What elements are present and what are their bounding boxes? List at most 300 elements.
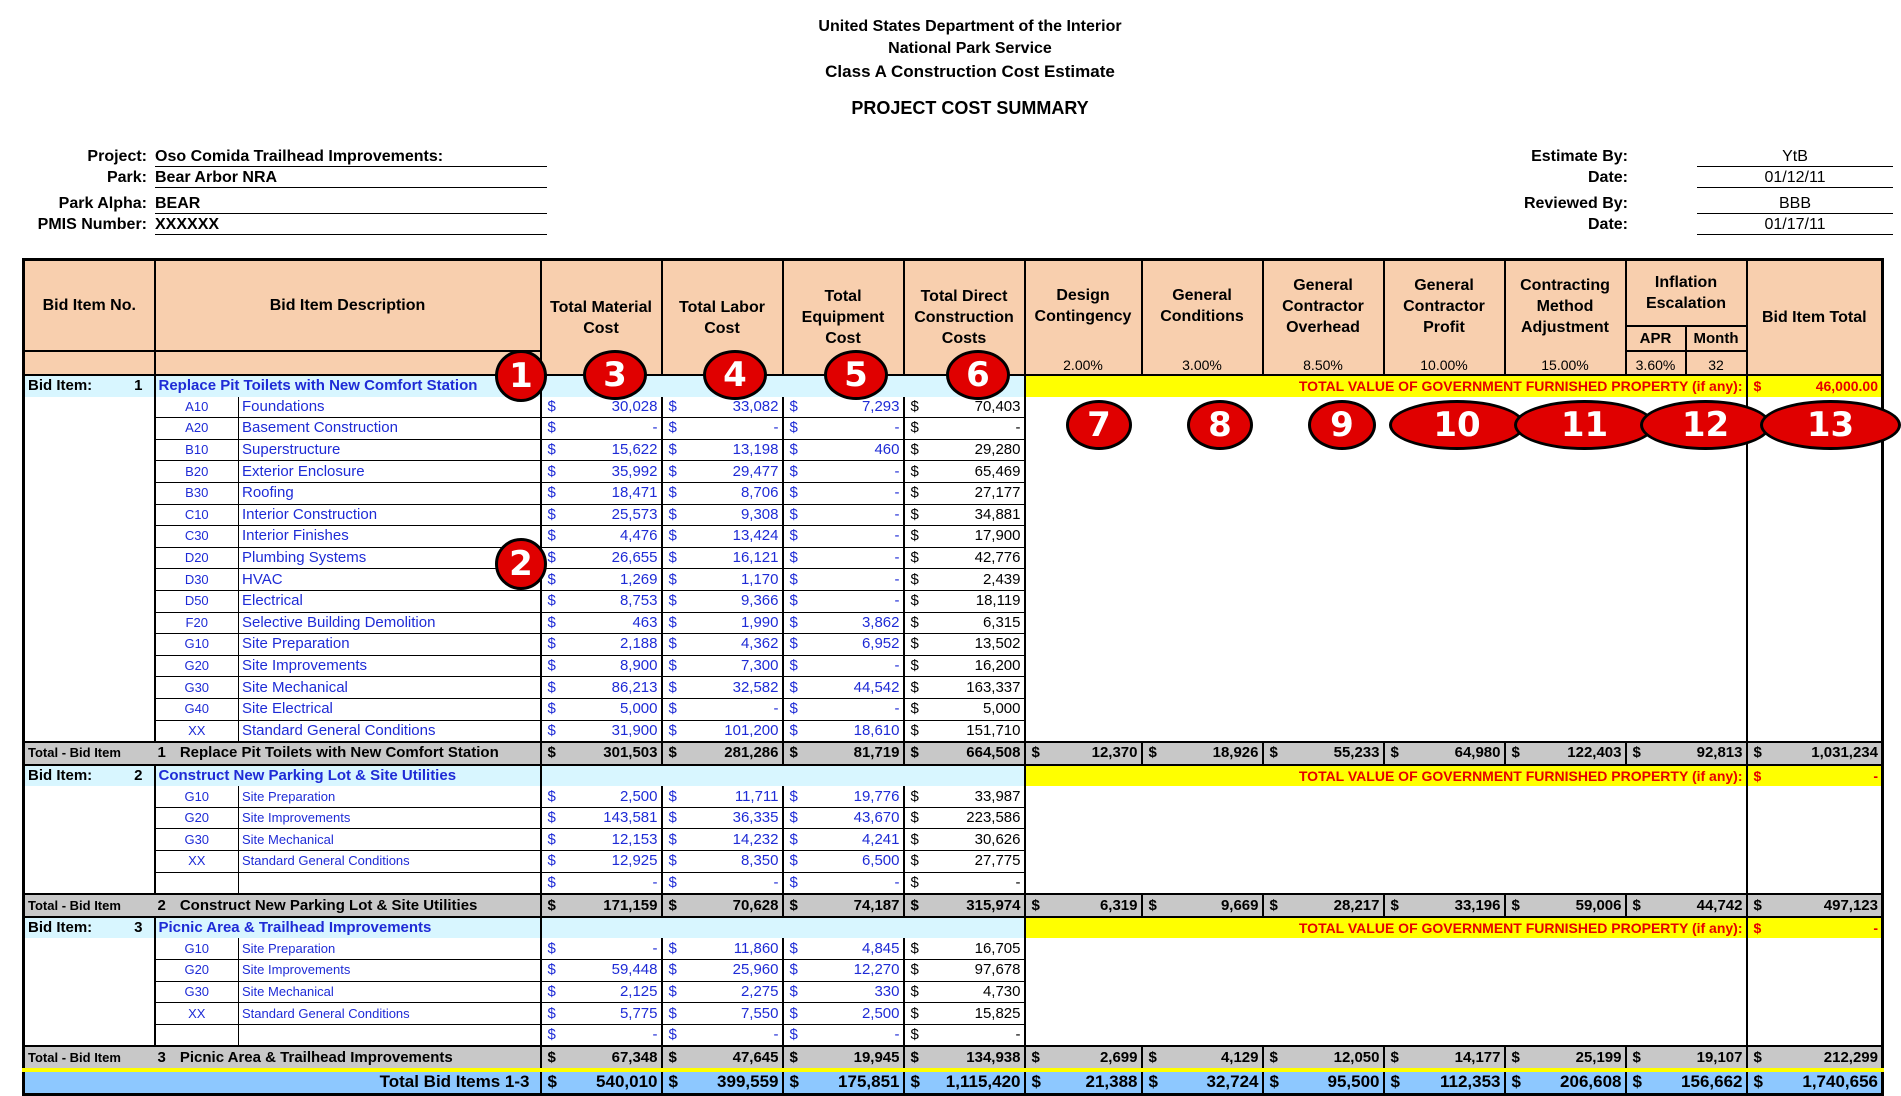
- currency-symbol: $: [547, 549, 556, 567]
- grand-total-row: [24, 1070, 1883, 1094]
- row-spacer: [24, 807, 155, 829]
- equipment-cost-value: -: [894, 700, 900, 718]
- row-spacer: [24, 851, 155, 873]
- total-eq: [783, 742, 904, 765]
- total-design: [1025, 742, 1142, 765]
- currency-symbol: $: [1269, 744, 1278, 762]
- row-spacer: [24, 981, 155, 1003]
- row-spacer: [24, 504, 155, 526]
- currency-symbol: $: [668, 419, 677, 437]
- material-cost: [541, 938, 662, 959]
- currency-symbol: $: [910, 419, 919, 437]
- equipment-cost-value: 19,776: [853, 787, 900, 805]
- direct-cost: [904, 981, 1025, 1003]
- total-bid-item: [1747, 742, 1883, 765]
- total-cm: [1505, 1046, 1626, 1070]
- equipment-cost-value: 6,500: [861, 852, 900, 870]
- equipment-cost-value: 460: [874, 441, 900, 459]
- equipment-cost-value: -: [894, 657, 900, 675]
- gfp-value: [1747, 917, 1883, 939]
- currency-symbol: $: [1511, 1072, 1521, 1092]
- header-dept: United States Department of the Interior: [818, 18, 1122, 35]
- grand-gc-value: 32,724: [1206, 1072, 1259, 1092]
- equipment-cost-value: -: [894, 570, 900, 588]
- reviewed-by-value: BBB: [1697, 195, 1893, 214]
- line-item-description: Site Improvements: [239, 655, 541, 677]
- currency-symbol: $: [668, 852, 677, 870]
- currency-symbol: $: [1632, 1048, 1641, 1066]
- labor-cost: [662, 786, 783, 807]
- col-design: Design Contingency: [1025, 260, 1142, 352]
- equipment-cost-value: -: [894, 549, 900, 567]
- grand-infl: [1626, 1070, 1747, 1094]
- direct-cost-value: 223,586: [966, 809, 1021, 827]
- equipment-cost-value: -: [894, 592, 900, 610]
- section-header-row: [24, 765, 1883, 787]
- currency-symbol: $: [668, 635, 677, 653]
- total-lab-value: 70,628: [732, 896, 779, 914]
- labor-cost: [662, 872, 783, 894]
- material-cost-value: 30,028: [611, 397, 658, 415]
- equipment-cost: [783, 655, 904, 677]
- currency-symbol: $: [668, 484, 677, 502]
- equipment-cost: [783, 1024, 904, 1046]
- material-cost: [541, 981, 662, 1003]
- total-label-text: Total - Bid Item: [28, 1049, 121, 1065]
- equipment-cost: [783, 829, 904, 851]
- currency-symbol: $: [668, 397, 677, 415]
- col-profit: General Contractor Profit: [1384, 260, 1505, 352]
- labor-cost-value: -: [773, 1026, 779, 1044]
- line-item-code: C30: [155, 526, 239, 548]
- currency-symbol: $: [547, 678, 556, 696]
- grand-total-value: 1,740,656: [1802, 1072, 1878, 1092]
- material-cost: [541, 960, 662, 982]
- currency-symbol: $: [668, 549, 677, 567]
- section-header-row: [24, 917, 1883, 939]
- row-spacer: [24, 698, 155, 720]
- material-cost-value: 8,900: [619, 657, 658, 675]
- material-cost-value: -: [652, 873, 658, 891]
- total-profit: [1384, 1046, 1505, 1070]
- direct-cost: [904, 698, 1025, 720]
- currency-symbol: $: [789, 961, 798, 979]
- total-area: [1747, 938, 1883, 1046]
- equipment-cost-value: 44,542: [853, 678, 900, 696]
- labor-cost: [662, 655, 783, 677]
- equipment-cost: [783, 677, 904, 699]
- equipment-cost-value: 7,293: [861, 397, 900, 415]
- total-lab-value: 47,645: [732, 1048, 779, 1066]
- equipment-cost: [783, 851, 904, 873]
- labor-cost: [662, 418, 783, 440]
- currency-symbol: $: [668, 613, 677, 631]
- bid-item-total-row: [24, 894, 1883, 917]
- total-profit-value: 64,980: [1454, 744, 1501, 762]
- labor-cost-value: 25,960: [732, 961, 779, 979]
- header-service: National Park Service: [888, 40, 1052, 57]
- col-equipment: Total Equipment Cost: [783, 260, 904, 376]
- gfp-amount: 46,000.00: [1815, 378, 1878, 395]
- direct-cost-value: 27,775: [974, 852, 1021, 870]
- equipment-cost: [783, 418, 904, 440]
- direct-cost: [904, 482, 1025, 504]
- total-mat-value: 171,159: [603, 896, 658, 914]
- currency-symbol: $: [910, 397, 919, 415]
- section-title: Construct New Parking Lot & Site Utilities: [155, 765, 541, 787]
- total-number: 3: [157, 1048, 166, 1066]
- labor-cost: [662, 698, 783, 720]
- total-design-value: 12,370: [1091, 744, 1138, 762]
- grand-dir: [904, 1070, 1025, 1094]
- line-item-description: [239, 1024, 541, 1046]
- currency-symbol: $: [547, 809, 556, 827]
- date2-label: Date:: [1587, 216, 1628, 233]
- equipment-cost: [783, 807, 904, 829]
- currency-symbol: $: [547, 657, 556, 675]
- currency-symbol: $: [668, 1048, 677, 1066]
- currency-symbol: $: [910, 896, 919, 914]
- currency-symbol: $: [668, 1072, 678, 1092]
- line-item-description: Site Preparation: [239, 786, 541, 807]
- labor-cost-value: 9,366: [740, 592, 779, 610]
- total-design-value: 2,699: [1099, 1048, 1138, 1066]
- line-item-code: D50: [155, 590, 239, 612]
- park-value: Bear Arbor NRA: [155, 169, 547, 188]
- currency-symbol: $: [547, 896, 556, 914]
- currency-symbol: $: [668, 700, 677, 718]
- marker-4-badge: 4: [703, 350, 767, 400]
- row-spacer: [24, 526, 155, 548]
- grand-mat-value: 540,010: [596, 1072, 658, 1092]
- labor-cost-value: 33,082: [732, 397, 779, 415]
- labor-cost-value: 14,232: [732, 830, 779, 848]
- col-month: Month: [1686, 326, 1747, 351]
- line-item-code: [155, 872, 239, 894]
- col-direct: Total Direct Construction Costs: [904, 260, 1025, 376]
- currency-symbol: $: [789, 592, 798, 610]
- currency-symbol: $: [789, 678, 798, 696]
- row-spacer: [24, 590, 155, 612]
- equipment-cost-value: 3,862: [861, 613, 900, 631]
- labor-cost-value: 7,300: [740, 657, 779, 675]
- grand-mat: [541, 1070, 662, 1094]
- total-infl-value: 19,107: [1696, 1048, 1743, 1066]
- header-spacer: [24, 351, 155, 375]
- direct-cost: [904, 569, 1025, 591]
- section-title: Replace Pit Toilets with New Comfort Station: [155, 375, 541, 397]
- currency-symbol: $: [668, 678, 677, 696]
- currency-symbol: $: [547, 961, 556, 979]
- grand-lab-value: 399,559: [717, 1072, 779, 1092]
- labor-cost-value: 2,275: [740, 982, 779, 1000]
- currency-symbol: $: [547, 939, 556, 957]
- rate-month: 32: [1686, 351, 1747, 375]
- currency-symbol: $: [1632, 896, 1641, 914]
- total-gc: [1142, 1046, 1263, 1070]
- equipment-cost: [783, 698, 904, 720]
- rate-general-conditions: 3.00%: [1142, 351, 1263, 375]
- currency-symbol: $: [668, 441, 677, 459]
- currency-symbol: $: [1031, 1072, 1041, 1092]
- row-spacer: [24, 634, 155, 656]
- equipment-cost-value: 18,610: [853, 721, 900, 739]
- material-cost: [541, 1003, 662, 1025]
- currency-symbol: $: [1148, 744, 1157, 762]
- direct-cost-value: 70,403: [974, 397, 1021, 415]
- currency-symbol: $: [668, 873, 677, 891]
- material-cost: [541, 1024, 662, 1046]
- total-label-text: Total - Bid Item: [28, 897, 121, 913]
- currency-symbol: $: [1031, 1048, 1040, 1066]
- material-cost: [541, 655, 662, 677]
- currency-symbol: $: [1148, 1072, 1158, 1092]
- line-item-code: G30: [155, 981, 239, 1003]
- col-overhead: General Contractor Overhead: [1263, 260, 1384, 352]
- row-spacer: [24, 482, 155, 504]
- material-cost-value: 8,753: [619, 592, 658, 610]
- material-cost: [541, 590, 662, 612]
- currency-symbol: $: [668, 721, 677, 739]
- labor-cost-value: -: [773, 419, 779, 437]
- equipment-cost-value: 4,845: [861, 939, 900, 957]
- currency-symbol: $: [789, 441, 798, 459]
- currency-symbol: $: [668, 527, 677, 545]
- total-profit-value: 33,196: [1454, 896, 1501, 914]
- currency-symbol: $: [547, 787, 556, 805]
- total-eq: [783, 1046, 904, 1070]
- labor-cost: [662, 851, 783, 873]
- project-label: Project:: [87, 148, 147, 165]
- equipment-cost-value: -: [894, 462, 900, 480]
- row-spacer: [24, 569, 155, 591]
- currency-symbol: $: [668, 592, 677, 610]
- line-item-code: D30: [155, 569, 239, 591]
- material-cost: [541, 786, 662, 807]
- currency-symbol: $: [789, 809, 798, 827]
- rate-design: 2.00%: [1025, 351, 1142, 375]
- marker-3-badge: 3: [583, 350, 647, 400]
- line-item-code: XX: [155, 1003, 239, 1025]
- currency-symbol: $: [547, 613, 556, 631]
- labor-cost-value: 16,121: [732, 549, 779, 567]
- material-cost: [541, 851, 662, 873]
- labor-cost-value: 101,200: [724, 721, 779, 739]
- equipment-cost: [783, 786, 904, 807]
- currency-symbol: $: [910, 809, 919, 827]
- grand-infl-value: 156,662: [1681, 1072, 1743, 1092]
- section-title: Picnic Area & Trailhead Improvements: [155, 917, 541, 939]
- marker-5-badge: 5: [824, 350, 888, 400]
- line-item-description: Superstructure: [239, 439, 541, 461]
- bid-item-text: Bid Item:: [28, 377, 93, 395]
- currency-symbol: $: [789, 1026, 798, 1044]
- total-oh: [1263, 894, 1384, 917]
- currency-symbol: $: [910, 744, 919, 762]
- grand-profit: [1384, 1070, 1505, 1094]
- total-gc-value: 9,669: [1220, 896, 1259, 914]
- total-infl: [1626, 894, 1747, 917]
- bid-item-text: Bid Item:: [28, 919, 93, 937]
- currency-symbol: $: [910, 961, 919, 979]
- total-design-value: 6,319: [1099, 896, 1138, 914]
- currency-symbol: $: [1269, 1048, 1278, 1066]
- material-cost: [541, 439, 662, 461]
- bid-item-number: 1: [134, 377, 143, 395]
- total-mat-value: 67,348: [611, 1048, 658, 1066]
- currency-symbol: $: [910, 939, 919, 957]
- total-lab-value: 281,286: [724, 744, 779, 762]
- currency-symbol: $: [910, 873, 919, 891]
- line-item-description: Interior Construction: [239, 504, 541, 526]
- direct-cost-value: 16,705: [974, 939, 1021, 957]
- currency-symbol: $: [547, 397, 556, 415]
- total-eq-value: 19,945: [853, 1048, 900, 1066]
- line-item-description: Site Mechanical: [239, 677, 541, 699]
- labor-cost: [662, 634, 783, 656]
- currency-symbol: $: [547, 1048, 556, 1066]
- total-gc-value: 18,926: [1212, 744, 1259, 762]
- total-cm: [1505, 742, 1626, 765]
- total-title: [155, 742, 541, 765]
- line-item-description: Site Preparation: [239, 938, 541, 959]
- equipment-cost: [783, 720, 904, 742]
- total-design: [1025, 894, 1142, 917]
- direct-cost: [904, 439, 1025, 461]
- line-item-code: G20: [155, 807, 239, 829]
- material-cost-value: 86,213: [611, 678, 658, 696]
- row-spacer: [24, 612, 155, 634]
- direct-cost-value: -: [1015, 873, 1021, 891]
- currency-symbol: $: [668, 896, 677, 914]
- equipment-cost-value: -: [894, 419, 900, 437]
- currency-symbol: $: [1390, 1048, 1399, 1066]
- total-mat: [541, 742, 662, 765]
- equipment-cost: [783, 872, 904, 894]
- row-spacer: [24, 418, 155, 440]
- marker-7-badge: 7: [1066, 400, 1132, 450]
- direct-cost-value: 17,900: [974, 527, 1021, 545]
- currency-symbol: $: [1511, 744, 1520, 762]
- total-number: 1: [157, 744, 166, 762]
- labor-cost-value: 29,477: [732, 462, 779, 480]
- currency-symbol: $: [1753, 767, 1762, 784]
- grand-design: [1025, 1070, 1142, 1094]
- currency-symbol: $: [547, 570, 556, 588]
- section-blank: [541, 765, 1025, 787]
- direct-cost: [904, 612, 1025, 634]
- currency-symbol: $: [789, 549, 798, 567]
- row-spacer: [24, 1024, 155, 1046]
- labor-cost-value: 1,170: [740, 570, 779, 588]
- direct-cost-value: 6,315: [982, 613, 1021, 631]
- direct-cost-value: 5,000: [982, 700, 1021, 718]
- labor-cost: [662, 938, 783, 959]
- direct-cost-value: 4,730: [982, 982, 1021, 1000]
- currency-symbol: $: [1148, 896, 1157, 914]
- labor-cost-value: 8,706: [740, 484, 779, 502]
- equipment-cost-value: -: [894, 484, 900, 502]
- direct-cost-value: 16,200: [974, 657, 1021, 675]
- currency-symbol: $: [1753, 896, 1762, 914]
- labor-cost: [662, 829, 783, 851]
- direct-cost-value: -: [1015, 419, 1021, 437]
- col-description: Bid Item Description: [155, 260, 541, 352]
- material-cost-value: 4,476: [619, 527, 658, 545]
- equipment-cost: [783, 526, 904, 548]
- labor-cost-value: 36,335: [732, 809, 779, 827]
- pmis-value: XXXXXX: [155, 216, 547, 235]
- currency-symbol: $: [910, 982, 919, 1000]
- line-item-description: Roofing: [239, 482, 541, 504]
- gfp-label: TOTAL VALUE OF GOVERNMENT FURNISHED PROPERTY (if any):: [1025, 765, 1747, 787]
- markup-area: [1025, 397, 1747, 743]
- direct-cost-value: 27,177: [974, 484, 1021, 502]
- material-cost-value: 12,925: [611, 852, 658, 870]
- material-cost-value: 5,000: [619, 700, 658, 718]
- line-item-description: Standard General Conditions: [239, 851, 541, 873]
- direct-cost: [904, 829, 1025, 851]
- gfp-label: TOTAL VALUE OF GOVERNMENT FURNISHED PROPERTY (if any):: [1025, 375, 1747, 397]
- rate-contracting: 15.00%: [1505, 351, 1626, 375]
- currency-symbol: $: [547, 873, 556, 891]
- direct-cost: [904, 634, 1025, 656]
- park-alpha-label: Park Alpha:: [58, 195, 147, 212]
- material-cost-value: 2,500: [619, 787, 658, 805]
- currency-symbol: $: [910, 1048, 919, 1066]
- currency-symbol: $: [910, 678, 919, 696]
- reviewed-by-label: Reviewed By:: [1523, 195, 1628, 212]
- currency-symbol: $: [668, 1026, 677, 1044]
- date1-value: 01/12/11: [1697, 169, 1893, 188]
- labor-cost: [662, 482, 783, 504]
- markup-area: [1025, 938, 1747, 1046]
- bid-item-text: Bid Item:: [28, 766, 93, 784]
- direct-cost: [904, 504, 1025, 526]
- direct-cost: [904, 786, 1025, 807]
- row-spacer: [24, 938, 155, 959]
- total-cm: [1505, 894, 1626, 917]
- direct-cost: [904, 960, 1025, 982]
- bid-item-label: [24, 375, 155, 397]
- equipment-cost: [783, 547, 904, 569]
- total-dir-value: 664,508: [966, 744, 1021, 762]
- total-mat-value: 301,503: [603, 744, 658, 762]
- labor-cost: [662, 720, 783, 742]
- labor-cost: [662, 397, 783, 418]
- total-eq-value: 81,719: [853, 744, 900, 762]
- bid-item-label: [24, 917, 155, 939]
- total-cm-value: 122,403: [1567, 744, 1622, 762]
- labor-cost-value: 9,308: [740, 505, 779, 523]
- material-cost: [541, 482, 662, 504]
- direct-cost: [904, 851, 1025, 873]
- currency-symbol: $: [1511, 1048, 1520, 1066]
- total-title: [155, 894, 541, 917]
- currency-symbol: $: [1031, 744, 1040, 762]
- row-spacer: [24, 1003, 155, 1025]
- material-cost: [541, 634, 662, 656]
- currency-symbol: $: [1269, 1072, 1279, 1092]
- line-item-description: Site Mechanical: [239, 829, 541, 851]
- material-cost-value: 59,448: [611, 961, 658, 979]
- rate-overhead: 8.50%: [1263, 351, 1384, 375]
- line-item-description: Site Improvements: [239, 960, 541, 982]
- col-contracting: Contracting Method Adjustment: [1505, 260, 1626, 352]
- line-item-description: Standard General Conditions: [239, 1003, 541, 1025]
- line-item-description: Plumbing Systems: [239, 547, 541, 569]
- col-inflation: Inflation Escalation: [1626, 260, 1747, 327]
